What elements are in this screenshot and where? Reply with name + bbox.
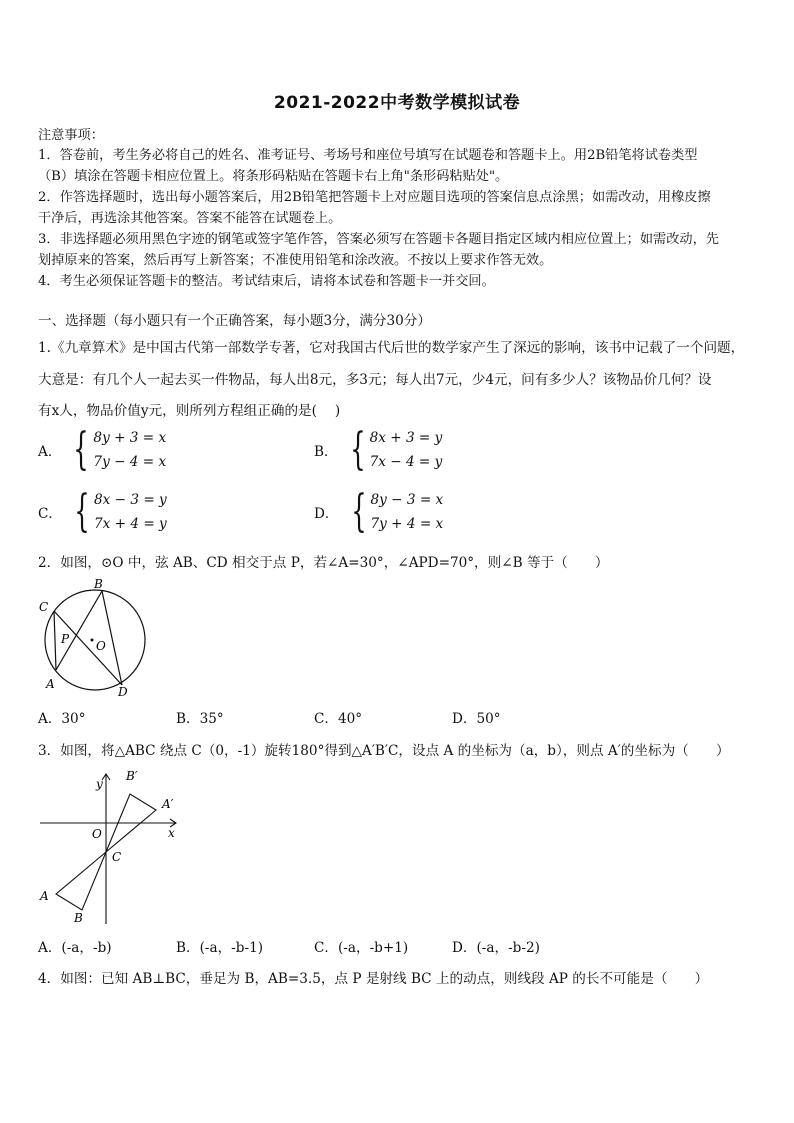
brace-icon: { (349, 424, 366, 475)
segment-ac (54, 611, 56, 670)
label-x: x (168, 826, 175, 840)
question-1-line: 1.《九章算术》是中国古代第一部数学专著，它对我国古代后世的数学家产生了深远的影响，该书中记载了一个问题， (38, 340, 745, 356)
label-a: A (40, 889, 49, 903)
label-c: C (39, 600, 49, 614)
notice-line: 3．非选择题必须用黑色字迹的钢笔或签字笔作答，答案必须写在答题卡各题目指定区域内相应位置上；如需改动，先 (38, 232, 719, 247)
notice-line: 4．考生必须保证答题卡的整洁。考试结束后，请将本试卷和答题卡一并交回。 (38, 274, 495, 289)
notice-line: 干净后，再选涂其他答案。答案不能答在试题卷上。 (38, 211, 342, 226)
label-p: P (61, 632, 70, 646)
chord-cd (54, 611, 122, 685)
label-d: D (118, 685, 128, 699)
question-3-text: 3．如图，将△ABC 绕点 C（0，-1）旋转180°得到△A′B′C，设点 A 的坐标为（a，b），则点 A′的坐标为（ ） (38, 743, 730, 759)
notice-heading: 注意事项： (38, 128, 104, 143)
q1-option-d[interactable]: D． { 8y − 3 = x 7y + 4 = x (314, 486, 444, 537)
notice-line: 1．答卷前，考生务必将自己的姓名、准考证号、考场号和座位号填写在试题卷和答题卡上。用2B铅笔将试卷类型 (38, 148, 698, 163)
q2-circle-figure (34, 574, 154, 702)
label-b-prime: B′ (126, 769, 138, 783)
q3-option-b[interactable]: B．(-a，-b-1) (176, 940, 264, 956)
q3-option-c[interactable]: C．(-a，-b+1) (314, 940, 409, 956)
label-c: C (112, 850, 122, 864)
label-a-prime: A′ (162, 797, 174, 811)
q2-option-b[interactable]: B．35° (176, 711, 224, 727)
notice-line: （B）填涂在答题卡相应位置上。将条形码粘贴在答题卡右上角"条形码粘贴处"。 (38, 169, 509, 184)
label-a: A (46, 677, 55, 691)
q2-option-d[interactable]: D．50° (452, 711, 501, 727)
q2-option-c[interactable]: C．40° (314, 711, 363, 727)
question-1-line: 大意是：有几个人一起去买一件物品，每人出8元，多3元；每人出7元，少4元，问有多少人？该物品价几何？设 (38, 372, 712, 388)
q1-option-b[interactable]: B． { 8x + 3 = y 7x − 4 = y (314, 424, 443, 475)
center-dot (91, 639, 94, 642)
question-2-text: 2．如图，⊙O 中，弦 AB、CD 相交于点 P，若∠A=30°，∠APD=70°，则∠B 等于（ ） (38, 555, 609, 571)
label-o: O (96, 639, 106, 653)
segment-bd (102, 591, 122, 685)
label-o: O (92, 827, 102, 841)
brace-icon: { (74, 486, 90, 537)
circle-o (45, 590, 145, 690)
notice-line: 2．作答选择题时，选出每小题答案后，用2B铅笔把答题卡上对应题目选项的答案信息点涂黑；如需改动，用橡皮擦 (38, 190, 711, 205)
q1-option-a[interactable]: A． { 8y + 3 = x 7y − 4 = x (38, 424, 167, 475)
q1-option-c[interactable]: C． { 8x − 3 = y 7x + 4 = y (38, 486, 167, 537)
chord-ab (56, 591, 102, 670)
question-1-line: 有x人，物品价值y元，则所列方程组正确的是( ) (38, 403, 341, 419)
q2-option-a[interactable]: A．30° (38, 711, 86, 727)
question-4-text: 4．如图：已知 AB⊥BC，垂足为 B，AB=3.5，点 P 是射线 BC 上的动点，则线段 AP 的长不可能是（ ） (38, 971, 709, 987)
brace-icon: { (73, 424, 90, 475)
label-b: B (74, 911, 83, 925)
notice-line: 划掉原来的答案，然后再写上新答案；不准使用铅笔和涂改液。不按以上要求作答无效。 (38, 253, 553, 268)
page-title: 2021-2022中考数学模拟试卷 (273, 93, 521, 113)
brace-icon: { (350, 486, 367, 537)
triangle-abc (56, 852, 106, 910)
section-heading: 一、选择题（每小题只有一个正确答案，每小题3分，满分30分） (38, 313, 431, 329)
label-b: B (94, 577, 103, 591)
q3-option-d[interactable]: D．(-a，-b-2) (452, 940, 540, 956)
q3-coordinate-figure (34, 764, 194, 928)
label-y: y (96, 777, 103, 791)
q3-option-a[interactable]: A．(-a，-b) (38, 940, 112, 956)
